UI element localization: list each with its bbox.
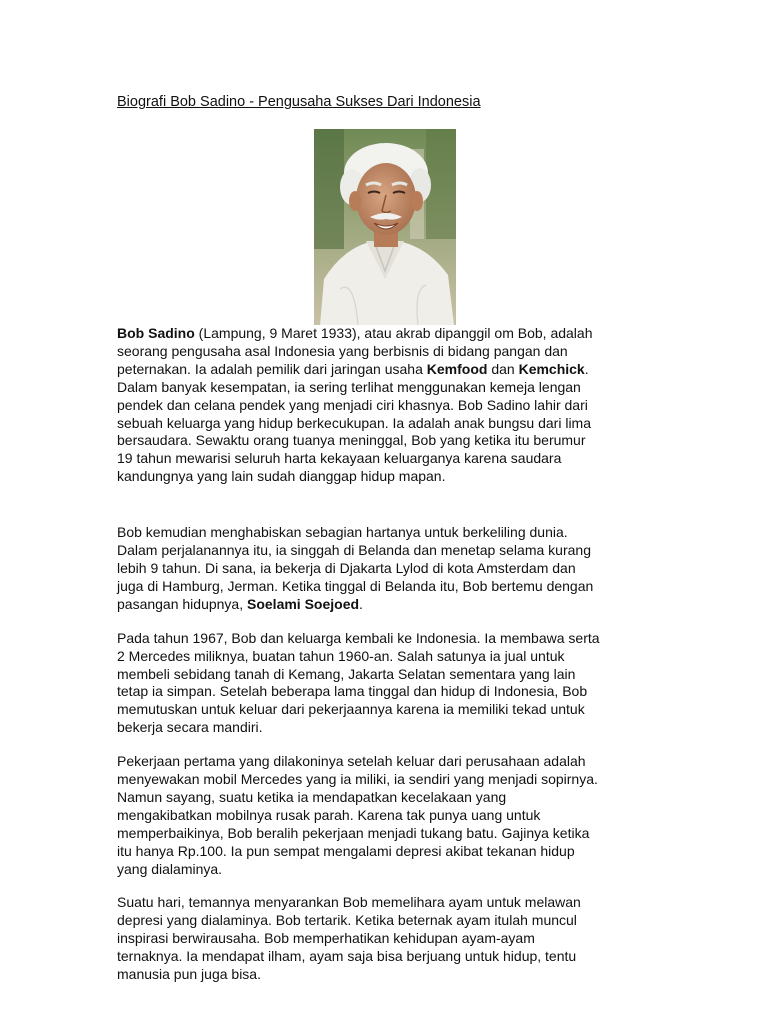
paragraph-4: Pekerjaan pertama yang dilakoninya setelah keluar dari perusahaan adalah menyewakan mobil Mercedes yang ia miliki, ia sendiri yang menjadi sopirnya. Namun sayang, suatu ketika ia mendapatkan kecelakaan yang mengakibatkan mobilnya rusak parah. Karena tak punya uang untuk memperbaikinya, Bob beralih pekerjaan menjadi tukang batu. Gajinya ketika itu hanya Rp.100. Ia pun sempat mengalami depresi akibat tekanan hidup yang dialaminya. (117, 753, 598, 877)
bold-spouse-name: Soelami Soejoed (247, 595, 360, 612)
document-title: Biografi Bob Sadino - Pengusaha Sukses Dari Indonesia (117, 94, 481, 110)
bold-kemchick: Kemchick (518, 360, 585, 377)
paragraph-1: Bob Sadino (Lampung, 9 Maret 1933), atau akrab dipanggil om Bob, adalah seorang pengusaha asal Indonesia yang berbisnis di bidang pangan dan peternakan. Ia adalah pemilik dari jaringan usaha Kemfood dan Kemchick. Dalam banyak kesempatan, ia sering terlihat menggunakan kemeja lengan pendek dan celana pendek yang menjadi ciri khasnya. Bob Sadino lahir dari sebuah keluarga yang hidup berkecukupan. Ia adalah anak bungsu dari lima bersaudara. Sewaktu orang tuanya meninggal, Bob yang ketika itu berumur 19 tahun mewarisi seluruh harta kekayaan keluarganya karena saudara kandungnya yang lain sudah dianggap hidup mapan. (117, 325, 593, 485)
portrait-illustration (314, 129, 456, 325)
bold-name: Bob Sadino (117, 325, 195, 341)
portrait-photo (314, 129, 456, 325)
paragraph-3: Pada tahun 1967, Bob dan keluarga kembali ke Indonesia. Ia membawa serta 2 Mercedes miliknya, buatan tahun 1960-an. Salah satunya ia jual untuk membeli sebidang tanah di Kemang, Jakarta Selatan sementara yang lain tetap ia simpan. Setelah beberapa lama tinggal dan hidup di Indonesia, Bob memutuskan untuk keluar dari pekerjaannya karena ia memiliki tekad untuk bekerja secara mandiri. (117, 629, 600, 736)
paragraph-2: Bob kemudian menghabiskan sebagian hartanya untuk berkeliling dunia. Dalam perjalanannya itu, ia singgah di Belanda dan menetap selama kurang lebih 9 tahun. Di sana, ia bekerja di Djakarta Lylod di kota Amsterdam dan juga di Hamburg, Jerman. Ketika tinggal di Belanda itu, Bob bertemu dengan pasangan hidupnya, Soelami Soejoed. (117, 524, 594, 612)
paragraph-5: Suatu hari, temannya menyarankan Bob memelihara ayam untuk melawan depresi yang dialaminya. Bob tertarik. Ketika beternak ayam itulah muncul inspirasi berwirausaha. Bob memperhatikan kehidupan ayam-ayam ternaknya. Ia mendapat ilham, ayam saja bisa berjuang untuk hidup, tentu manusia pun juga bisa. (117, 894, 581, 983)
bold-kemfood: Kemfood (426, 360, 488, 377)
article-body (117, 325, 657, 1000)
